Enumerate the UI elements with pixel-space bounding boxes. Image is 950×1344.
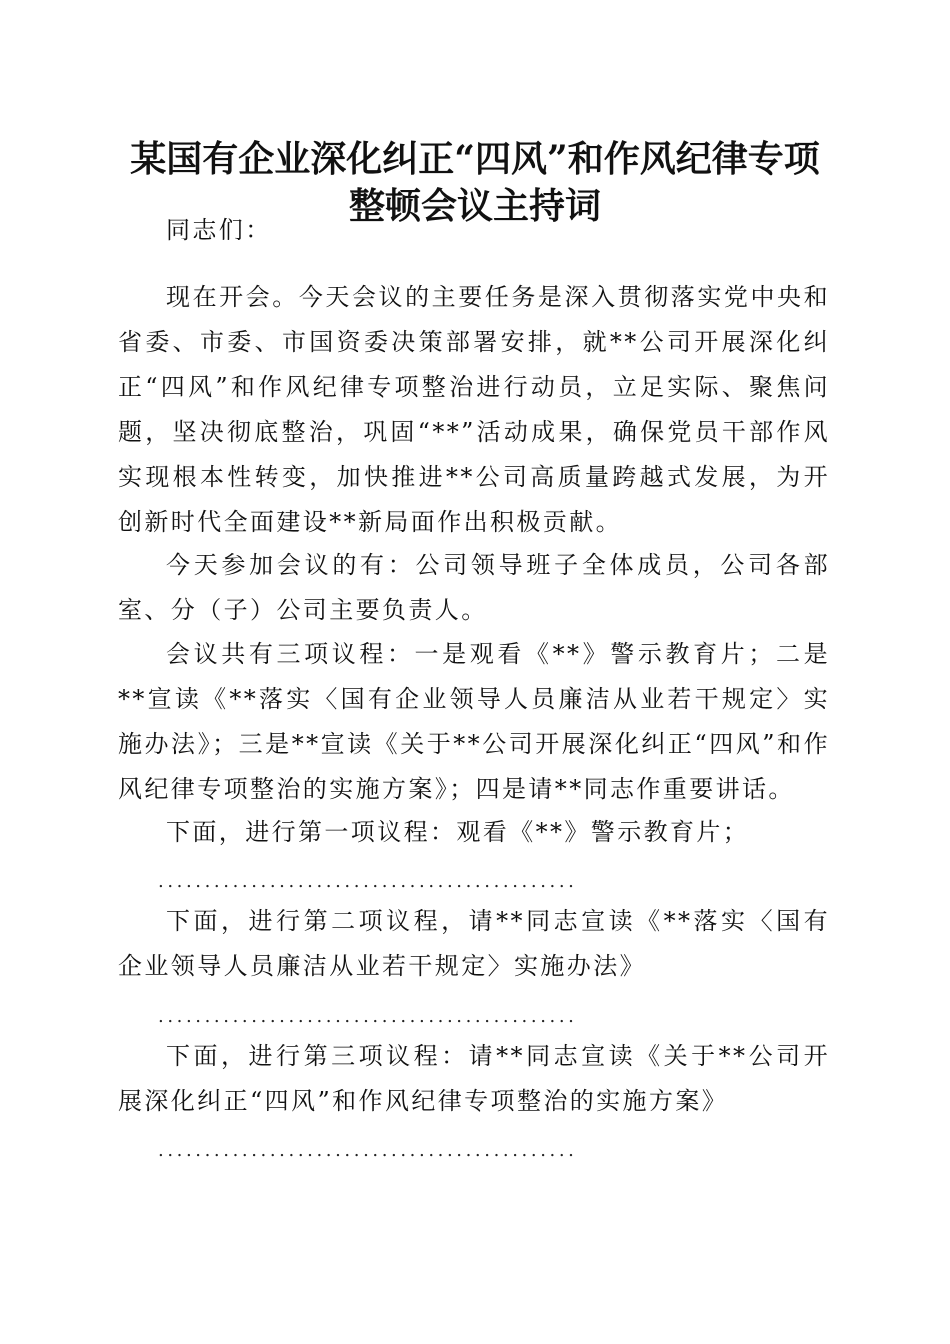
salutation-paragraph: 同志们：	[166, 216, 272, 244]
attendees-paragraph: 今天参加会议的有：公司领导班子全体成员，公司各部室、分（子）公司主要负责人。	[118, 551, 830, 624]
agenda-paragraph: 会议共有三项议程：一是观看《**》警示教育片；二是**宣读《**落实〈国有企业领导人员廉洁从业若干规定〉实施办法》；三是**宣读《关于**公司开展深化纠正“四风”和作风纪律专项整治的实施方案》；四是请**同志作重要讲话。	[118, 640, 830, 803]
document-title-line-1: 某国有企业深化纠正“四风”和作风纪律专项	[130, 138, 820, 180]
opening-paragraph: 现在开会。今天会议的主要任务是深入贯彻落实党中央和省委、市委、市国资委决策部署安排，就**公司开展深化纠正“四风”和作风纪律专项整治进行动员，立足实际、聚焦问题，坚决彻底整治，巩固“**”活动成果，确保党员干部作风实现根本性转变，加快推进**公司高质量跨越式发展，为开创新时代全面建设**新局面作出积极贡献。	[118, 283, 830, 536]
agenda-item-2-paragraph: 下面，进行第二项议程，请**同志宣读《**落实〈国有企业领导人员廉洁从业若干规定〉实施办法》	[118, 907, 830, 980]
ellipsis-separator-2: .............................................	[158, 1006, 578, 1027]
agenda-item-3-paragraph: 下面，进行第三项议程：请**同志宣读《关于**公司开展深化纠正“四风”和作风纪律专项整治的实施方案》	[118, 1042, 830, 1115]
ellipsis-separator-3: .............................................	[158, 1140, 578, 1161]
ellipsis-separator-1: .............................................	[158, 871, 578, 892]
agenda-item-1-paragraph: 下面，进行第一项议程：观看《**》警示教育片；	[166, 818, 750, 846]
document-title-line-2: 整顿会议主持词	[348, 185, 601, 227]
